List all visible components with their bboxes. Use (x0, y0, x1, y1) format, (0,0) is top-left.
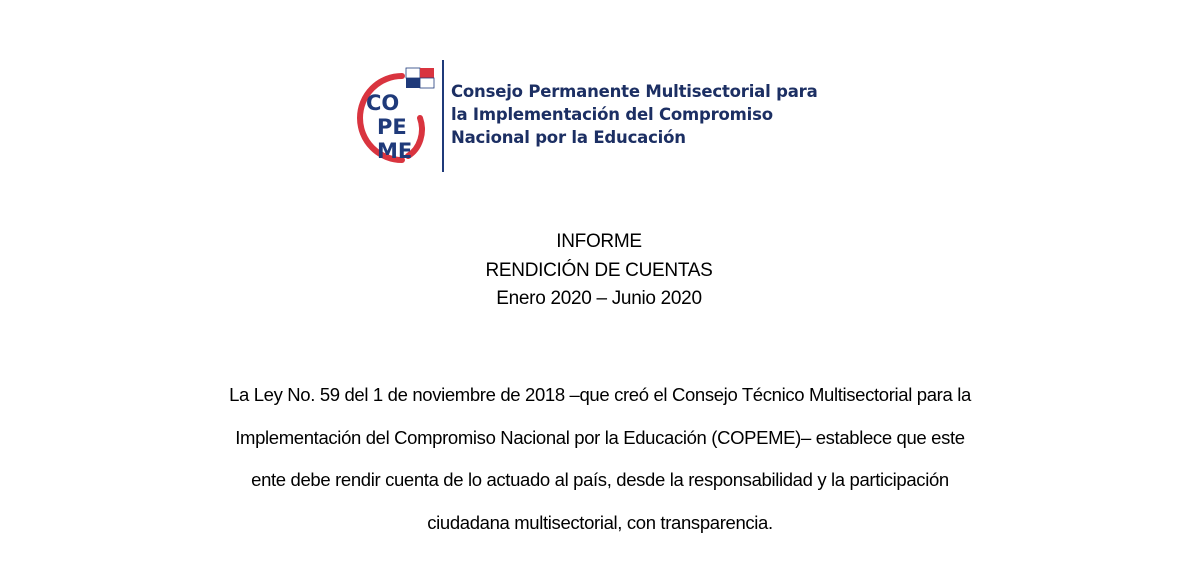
document-header (350, 60, 870, 172)
organization-name (451, 80, 871, 149)
flag-square-white-2 (420, 78, 434, 88)
flag-square-red (420, 68, 434, 78)
report-title (0, 228, 1198, 314)
flag-square-navy (406, 78, 420, 88)
title-rendicion: RENDICIÓN DE CUENTAS (485, 259, 713, 281)
title-informe: INFORME (556, 231, 642, 252)
logo-letters-me: ME (377, 139, 413, 163)
paragraph-line: ciudadana multisectorial, con transparencia. (427, 511, 773, 533)
logo-letters-pe: PE (377, 115, 407, 139)
logo-letters-co: CO (366, 91, 400, 115)
flag-square-white (406, 68, 420, 78)
org-name-line: Nacional por la Educación (451, 128, 686, 147)
paragraph-line: ente debe rendir cuenta de lo actuado al país, desde la responsabilidad y la participación (251, 469, 949, 490)
title-period: Enero 2020 – Junio 2020 (496, 288, 702, 309)
paragraph-line: Implementación del Compromiso Nacional por la Educación (COPEME)– establece que este (235, 426, 965, 448)
paragraph-line: La Ley No. 59 del 1 de noviembre de 2018 –que creó el Consejo Técnico Multisectorial para la (229, 384, 971, 405)
org-name-line: Consejo Permanente Multisectorial para (451, 82, 818, 101)
header-divider (442, 60, 444, 172)
org-name-line: la Implementación del Compromiso (451, 105, 773, 124)
intro-paragraph (100, 374, 1100, 544)
copeme-logo (350, 66, 440, 170)
